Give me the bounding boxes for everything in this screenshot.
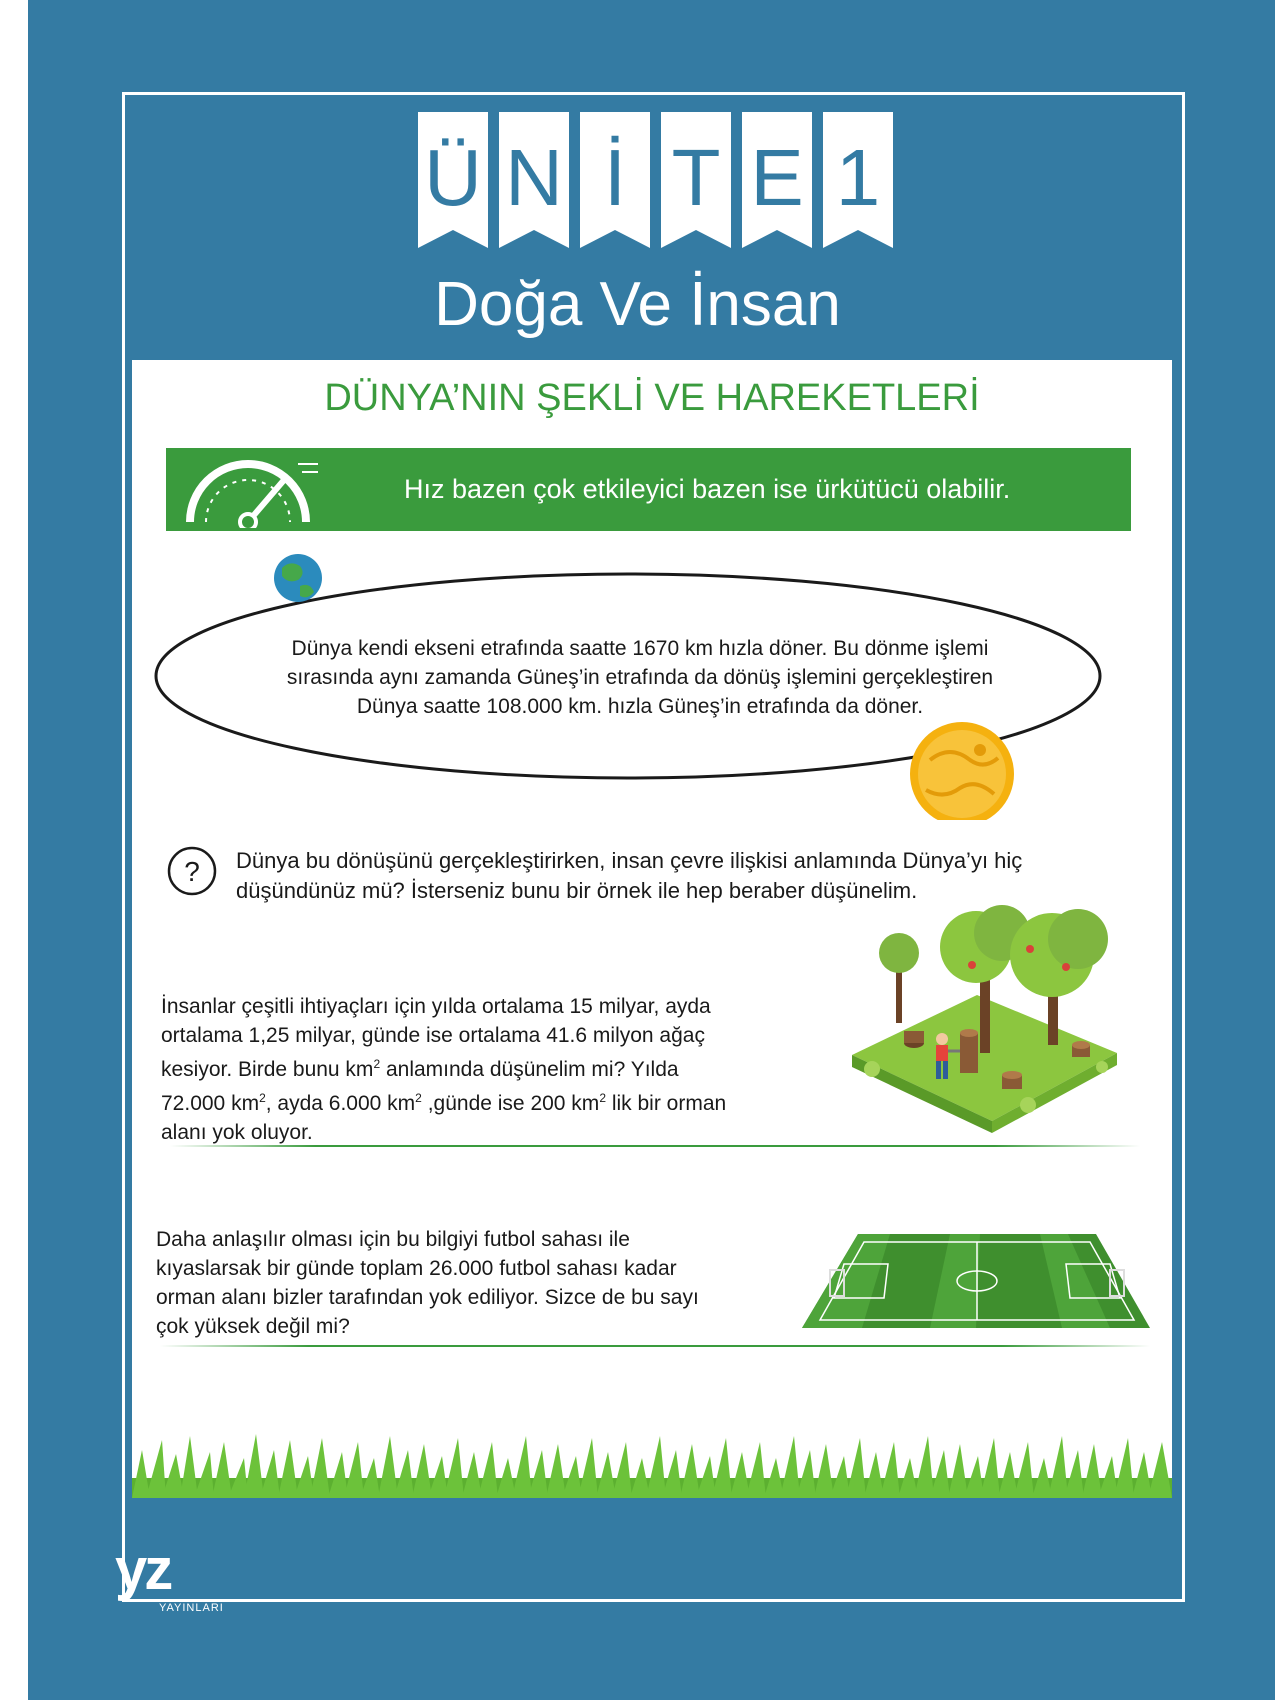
earth-icon	[274, 554, 322, 602]
paragraph-line: orman alanı bizler tarafından yok ediliyor. Sizce de bu sayı	[156, 1286, 699, 1309]
unit-banner-letter	[661, 112, 731, 248]
orbit-text	[220, 634, 1060, 721]
paragraph-line: çok yüksek değil mi?	[156, 1315, 350, 1338]
section-divider	[160, 1345, 1150, 1347]
unit-letter: İ	[603, 133, 627, 222]
football-field-paragraph	[156, 1225, 796, 1341]
section-title: DÜNYA’NIN ŞEKLİ VE HAREKETLERİ	[324, 377, 980, 419]
football-field-illustration	[800, 1228, 1152, 1332]
unit-letter: E	[750, 133, 804, 222]
unit-letter: T	[671, 133, 721, 222]
question-line: Dünya bu dönüşünü gerçekleştirirken, insan çevre ilişkisi anlamında Dünya’yı hiç	[236, 848, 1023, 873]
logo-underline	[230, 1599, 1185, 1602]
left-margin-strip	[0, 0, 28, 1700]
unit-banner-letter	[418, 112, 488, 248]
paragraph-line: İnsanlar çeşitli ihtiyaçları için yılda ortalama 15 milyar, ayda	[161, 995, 711, 1018]
logo-mark: yz	[115, 1537, 171, 1602]
logo-publisher: YAYINLARI	[159, 1602, 224, 1614]
speedometer-icon	[180, 452, 320, 528]
paragraph-line: ortalama 1,25 milyar, günde ise ortalama 41.6 milyon ağaç	[161, 1024, 705, 1047]
unit-number: 1	[835, 133, 881, 222]
paragraph-line: Daha anlaşılır olması için bu bilgiyi futbol sahası ile	[156, 1228, 630, 1251]
orbit-text-line: sırasında aynı zamanda Güneş’in etrafında da dönüş işlemini gerçekleştiren	[286, 666, 994, 689]
section-divider	[170, 1145, 1140, 1147]
unit-subtitle: Doğa Ve İnsan	[434, 270, 841, 339]
orbit-text-line: Dünya saatte 108.000 km. hızla Güneş’in etrafında da döner.	[356, 695, 924, 718]
question-icon	[166, 845, 218, 897]
unit-banner-letter	[580, 112, 650, 248]
unit-banner-letter	[499, 112, 569, 248]
question-line: düşündünüz mü? İsterseniz bunu bir örnek ile hep beraber düşünelim.	[236, 878, 918, 903]
speed-banner-text: Hız bazen çok etkileyici bazen ise ürkütücü olabilir.	[404, 474, 1011, 504]
deforestation-paragraph	[161, 992, 821, 1147]
paragraph-line: alanı yok oluyor.	[161, 1121, 313, 1144]
unit-letter: Ü	[424, 133, 482, 222]
speed-banner	[166, 448, 1131, 531]
question-text	[236, 846, 1116, 906]
forest-illustration	[852, 905, 1122, 1137]
grass-decoration	[132, 1430, 1172, 1498]
unit-banner-letter	[742, 112, 812, 248]
unit-banners	[418, 112, 893, 248]
svg-text:?: ?	[184, 856, 200, 887]
unit-letter: N	[505, 133, 563, 222]
paragraph-line: kıyaslarsak bir günde toplam 26.000 futbol sahası kadar	[156, 1257, 677, 1280]
sun-icon	[910, 722, 1014, 820]
orbit-text-line: Dünya kendi ekseni etrafında saatte 1670 km hızla döner. Bu dönme işlemi	[291, 637, 989, 660]
unit-banner-number	[823, 112, 893, 248]
paragraph-line: 72.000 $km^2$, ayda 6.000 $km^2$ ,günde ise 200 $km^2$ lik bir orman	[161, 1091, 727, 1115]
paragraph-line: kesiyor. Birde bunu $km^2$ anlamında düşünelim mi? Yılda	[161, 1057, 679, 1081]
